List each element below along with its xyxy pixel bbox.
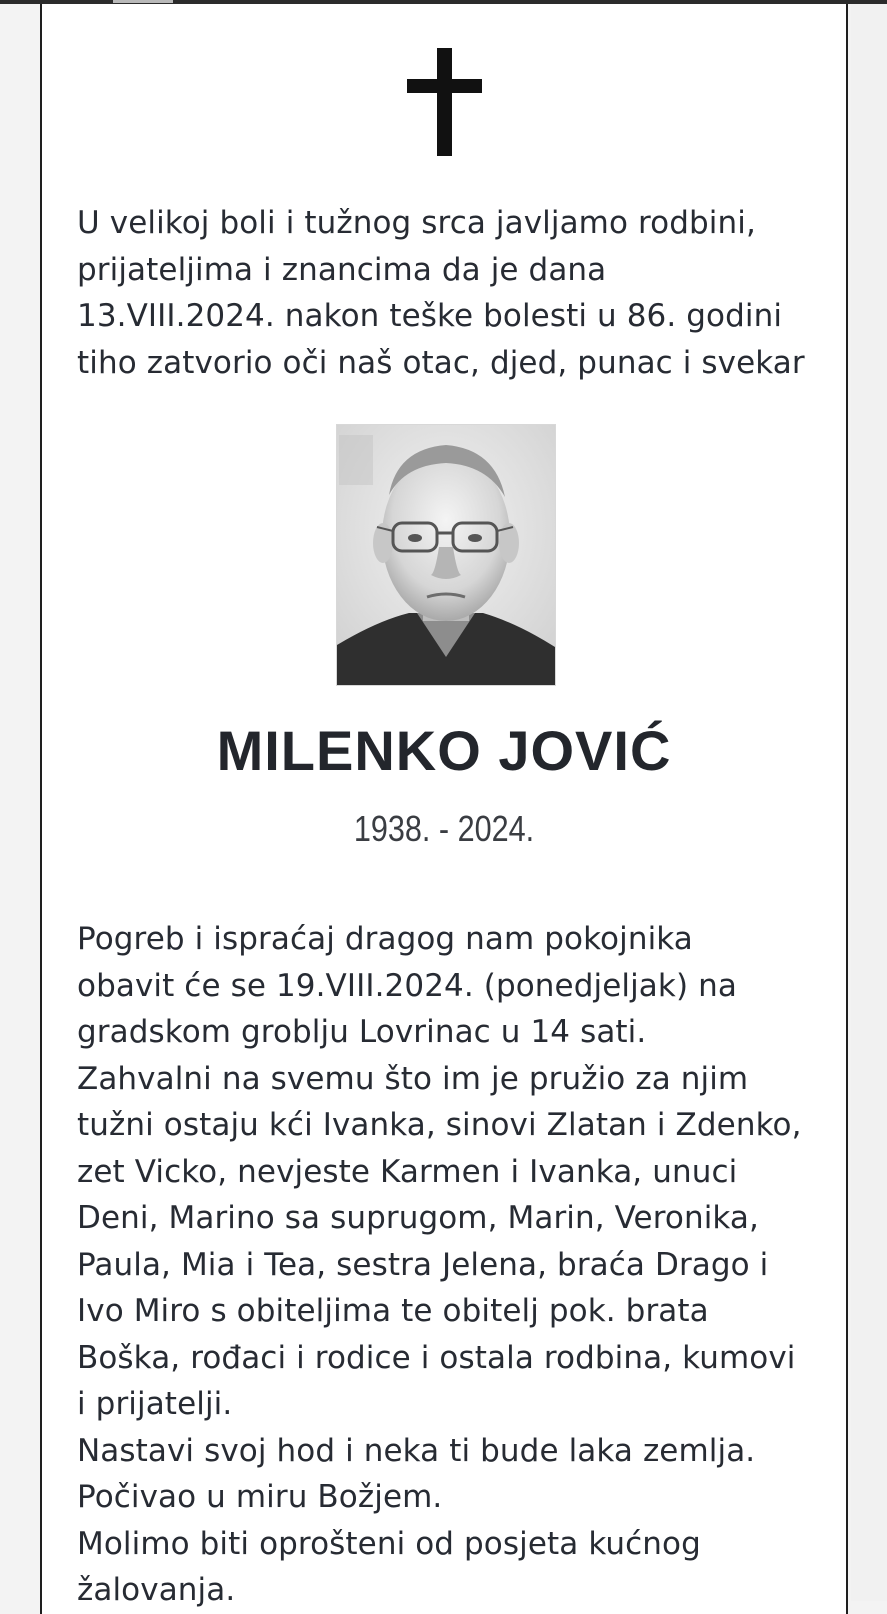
funeral-line: obavit će se 19.VIII.2024. (ponedjeljak) na (77, 967, 737, 1004)
funeral-line: Molimo biti oprošteni od posjeta kućnog (77, 1525, 701, 1562)
top-bar-indicator (113, 0, 173, 3)
funeral-line: zet Vicko, nevjeste Karmen i Ivanka, unuci (77, 1153, 738, 1190)
intro-line: 13.VIII.2024. nakon teške bolesti u 86. godini (77, 298, 783, 334)
funeral-line: Nastavi svoj hod i neka ti bude laka zemlja. (77, 1432, 756, 1469)
funeral-line: Zahvalni na svemu što im je pružio za njim (77, 1060, 749, 1097)
funeral-line: Paula, Mia i Tea, sestra Jelena, braća Drago i (77, 1246, 769, 1283)
intro-text (77, 200, 817, 386)
portrait-photo (336, 424, 556, 686)
cross-icon (407, 48, 482, 156)
funeral-line: i prijatelji. (77, 1386, 233, 1422)
life-dates: 1938. - 2024. (353, 808, 535, 849)
funeral-line: tužni ostaju kći Ivanka, sinovi Zlatan i Zdenko, (77, 1107, 802, 1143)
deceased-name: MILENKO JOVIĆ (216, 719, 672, 782)
funeral-line: Pogreb i ispraćaj dragog nam pokojnika (77, 921, 693, 957)
funeral-line: žalovanja. (77, 1572, 236, 1608)
page-margin (851, 4, 887, 1601)
funeral-line: Deni, Marino sa suprugom, Marin, Veronika, (77, 1200, 759, 1236)
funeral-line: gradskom groblju Lovrinac u 14 sati. (77, 1014, 647, 1050)
intro-line: U velikoj boli i tužnog srca javljamo rodbini, (77, 205, 756, 241)
funeral-line: Počivao u miru Božjem. (77, 1479, 443, 1515)
intro-line: tiho zatvorio oči naš otac, djed, punac i svekar (77, 344, 805, 381)
intro-line: prijateljima i znancima da je dana (77, 251, 607, 288)
funeral-line: Ivo Miro s obiteljima te obitelj pok. brata (77, 1293, 709, 1329)
funeral-line: Boška, rođaci i rodice i ostala rodbina, kumovi (77, 1339, 796, 1376)
funeral-text (77, 916, 817, 1614)
obituary-card (40, 4, 848, 1614)
